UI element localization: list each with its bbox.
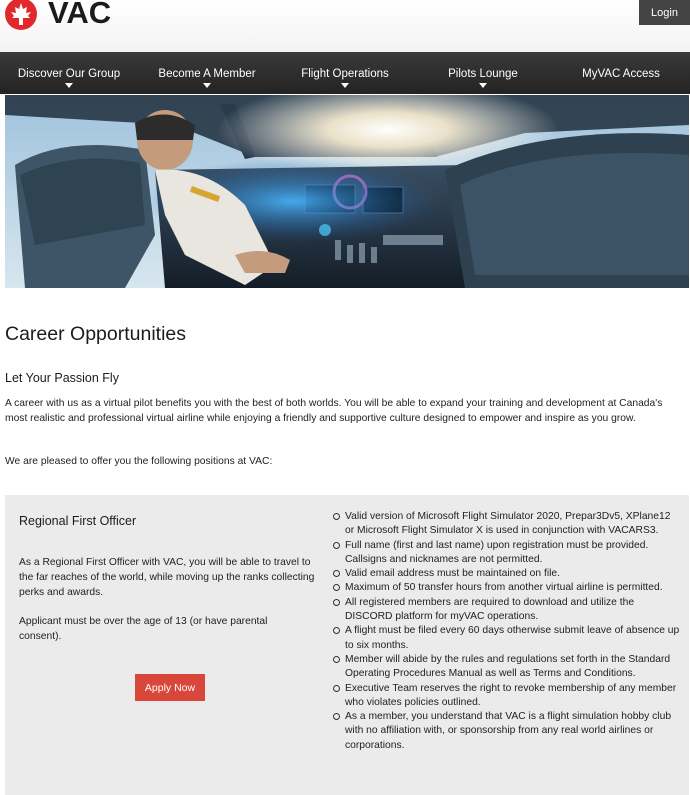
nav-item-label: Pilots Lounge <box>448 68 518 80</box>
login-button[interactable]: Login <box>639 0 690 25</box>
list-item: Full name (first and last name) upon registration must be provided. Callsigns and nicknames are not permitted. <box>345 539 680 568</box>
nav-item-label: Flight Operations <box>301 68 389 80</box>
page-subtitle: Let Your Passion Fly <box>5 371 119 385</box>
age-requirement: Applicant must be over the age of 13 (or have parental consent). <box>19 616 268 642</box>
chevron-down-icon <box>341 83 349 88</box>
nav-item-flight-operations[interactable] <box>276 52 414 94</box>
position-panel <box>5 495 689 795</box>
list-item: Valid email address must be maintained on file. <box>345 567 680 581</box>
page-title: Career Opportunities <box>5 323 187 345</box>
nav-item-become-a-member[interactable] <box>138 52 276 94</box>
list-item: Executive Team reserves the right to revoke membership of any member who violates policies outlined. <box>345 682 680 711</box>
list-item: Member will abide by the rules and regulations set forth in the Standard Operating Procedures Manual as well as Terms and Conditions. <box>345 653 680 682</box>
list-item: As a member, you understand that VAC is a flight simulation hobby club with no affiliation with, or sponsorship from any real world airlines or corporations. <box>345 710 680 753</box>
nav-item-label: Become A Member <box>158 68 256 80</box>
chevron-down-icon <box>479 83 487 88</box>
logo-text: VAC <box>48 0 112 30</box>
offer-paragraph: We are pleased to offer you the following positions at VAC: <box>5 456 273 467</box>
position-description: As a Regional First Officer with VAC, you will be able to travel to the far reaches of the world, while moving up the ranks collecting perks and awards. <box>19 557 315 598</box>
position-title: Regional First Officer <box>19 514 137 528</box>
nav-item-discover-our-group[interactable] <box>0 52 138 94</box>
list-item: Maximum of 50 transfer hours from another virtual airline is permitted. <box>345 581 680 595</box>
main-nav <box>0 52 690 94</box>
list-item: Valid version of Microsoft Flight Simulator 2020, Prepar3Dv5, XPlane12 or Microsoft Flight Simulator X is used in conjunction with VACARS3. <box>345 510 680 539</box>
chevron-down-icon <box>65 83 73 88</box>
nav-item-pilots-lounge[interactable] <box>414 52 552 94</box>
maple-leaf-logo-icon <box>4 0 40 30</box>
logo[interactable] <box>4 0 111 30</box>
requirements-list <box>345 510 680 753</box>
cockpit-banner-image <box>5 95 689 288</box>
intro-paragraph: A career with us as a virtual pilot benefits you with the best of both worlds. You will be able to expand your training and development at Canada's most realistic and professional virtual airline while enjoying a friendly and supportive culture designed to empower and inspire as you grow. <box>5 398 663 424</box>
nav-item-myvac-access[interactable] <box>552 52 690 94</box>
apply-now-button[interactable]: Apply Now <box>135 674 205 701</box>
list-item: A flight must be filed every 60 days otherwise submit leave of absence up to six months. <box>345 624 680 653</box>
nav-item-label: Discover Our Group <box>17 68 121 80</box>
top-bar <box>0 0 690 52</box>
nav-item-label: MyVAC Access <box>582 68 660 80</box>
list-item: All registered members are required to download and utilize the DISCORD platform for myVAC operations. <box>345 596 680 625</box>
hero-banner <box>5 95 689 288</box>
chevron-down-icon <box>203 83 211 88</box>
